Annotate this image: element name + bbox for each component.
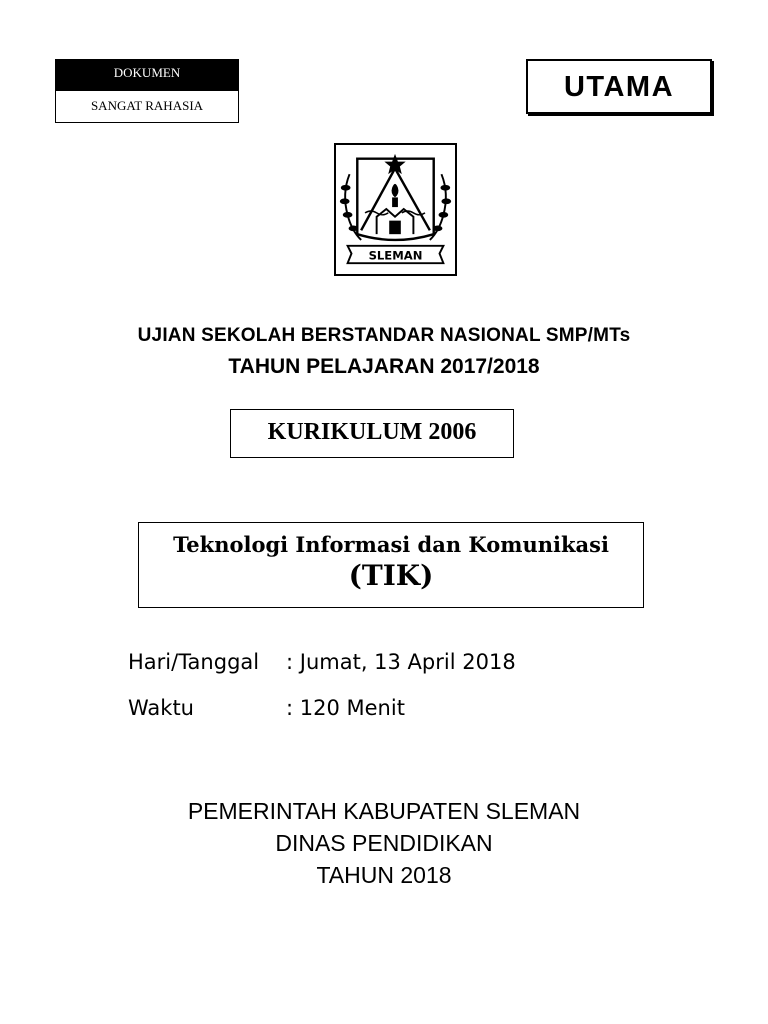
- classification-bottom: SANGAT RAHASIA: [90, 98, 204, 113]
- date-label: Hari/Tanggal: [128, 650, 260, 674]
- curriculum-box: KURIKULUM 2006: [230, 409, 514, 458]
- subject-box: [138, 522, 644, 608]
- subject-code: (TIK): [348, 559, 434, 592]
- time-row: [128, 696, 405, 720]
- version-label: UTAMA: [526, 59, 712, 114]
- date-row: [128, 650, 516, 674]
- exam-year: TAHUN PELAJARAN 2017/2018: [228, 355, 540, 378]
- classification-top: DOKUMEN: [56, 60, 238, 91]
- sleman-coat-of-arms-icon: [334, 143, 457, 276]
- date-value: : Jumat, 13 April 2018: [286, 650, 516, 674]
- emblem-banner: SLEMAN: [368, 248, 423, 263]
- time-label: Waktu: [128, 696, 194, 720]
- time-value: : 120 Menit: [286, 696, 405, 720]
- issuer-line-2: DINAS PENDIDIKAN: [275, 830, 493, 856]
- subject-name: Teknologi Informasi dan Komunikasi: [173, 532, 609, 557]
- classification-box: [55, 59, 239, 123]
- exam-title: UJIAN SEKOLAH BERSTANDAR NASIONAL SMP/MTs: [137, 325, 631, 346]
- issuer-line-1: PEMERINTAH KABUPATEN SLEMAN: [187, 798, 581, 824]
- emblem-graphic: [336, 145, 455, 274]
- issuer-line-3: TAHUN 2018: [316, 862, 452, 888]
